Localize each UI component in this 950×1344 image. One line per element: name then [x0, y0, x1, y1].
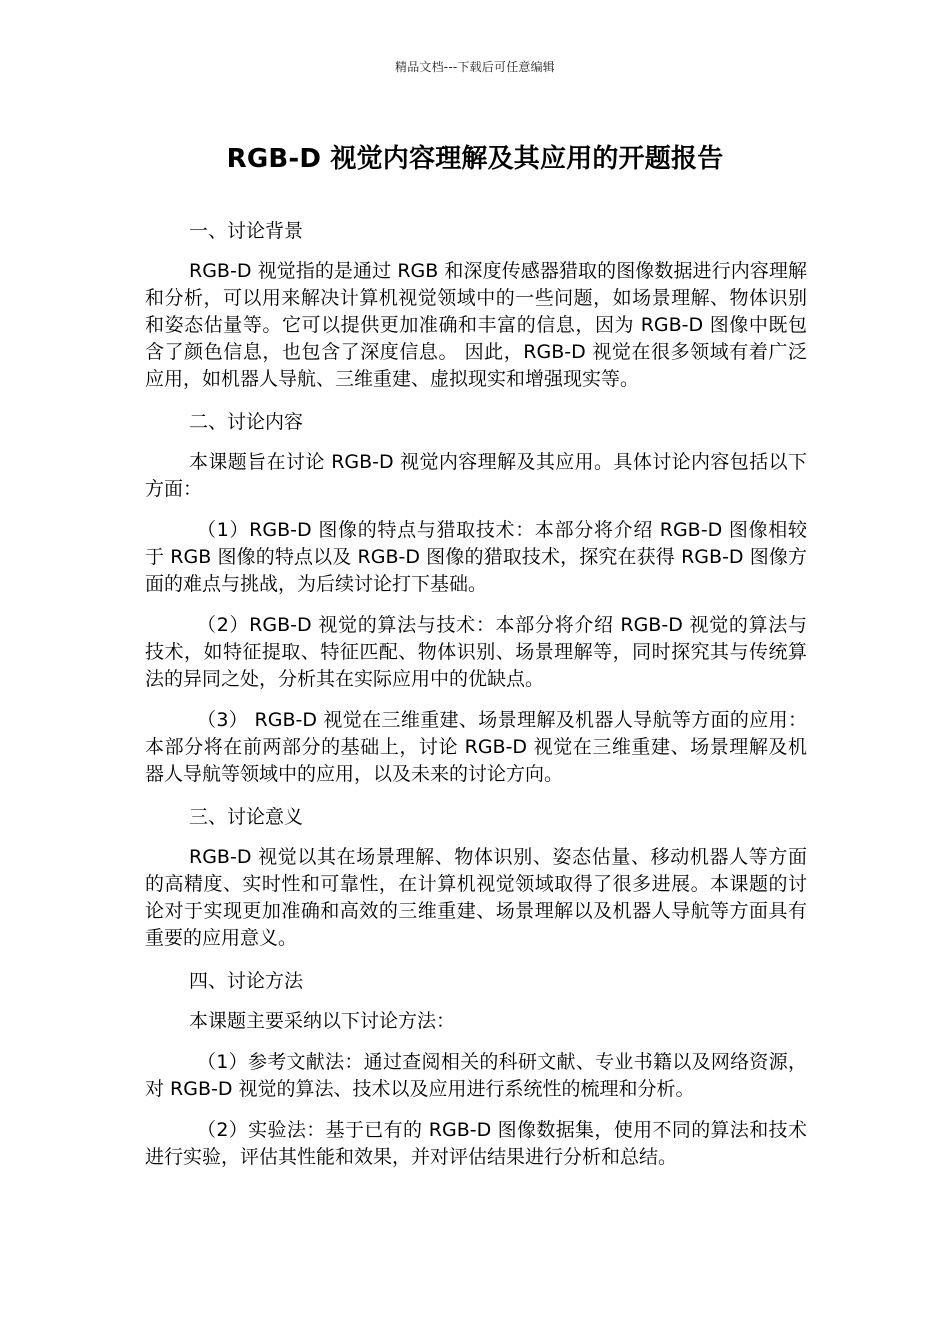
section-methods	[145, 966, 807, 1171]
section-heading: 三、讨论意义	[189, 806, 304, 828]
section-significance	[145, 802, 807, 952]
paragraph: 本课题旨在讨论 RGB-D 视觉内容理解及其应用。具体讨论内容包括以下方面：	[145, 451, 807, 500]
list-item: （3） RGB-D 视觉在三维重建、场景理解及机器人导航等方面的应用：本部分将在前两部分的基础上，讨论 RGB-D 视觉在三维重建、场景理解及机器人导航等领域中的应用，以及未来的讨论方向。	[145, 709, 807, 785]
section-heading: 一、讨论背景	[189, 220, 304, 242]
document-title: RGB-D 视觉内容理解及其应用的开题报告	[226, 144, 724, 174]
document-body	[145, 216, 807, 1185]
section-heading: 二、讨论内容	[189, 411, 304, 433]
list-item: （2）RGB-D 视觉的算法与技术：本部分将介绍 RGB-D 视觉的算法与技术，如特征提取、特征匹配、物体识别、场景理解等，同时探究其与传统算法的异同之处，分析其在实际应用中的优缺点。	[145, 614, 807, 690]
section-content	[145, 407, 807, 788]
section-background	[145, 216, 807, 393]
paragraph: 本课题主要采纳以下讨论方法：	[189, 1010, 456, 1032]
paragraph: RGB-D 视觉以其在场景理解、物体识别、姿态估量、移动机器人等方面的高精度、实时性和可靠性，在计算机视觉领域取得了很多进展。本课题的讨论对于实现更加准确和高效的三维重建、场景理解以及机器人导航等方面具有重要的应用意义。	[145, 846, 807, 949]
list-item: （1）RGB-D 图像的特点与猎取技术：本部分将介绍 RGB-D 图像相较于 RGB 图像的特点以及 RGB-D 图像的猎取技术，探究在获得 RGB-D 图像方面的难点与挑战，为后续讨论打下基础。	[145, 519, 807, 595]
paragraph: RGB-D 视觉指的是通过 RGB 和深度传感器猎取的图像数据进行内容理解和分析，可以用来解决计算机视觉领域中的一些问题，如场景理解、物体识别和姿态估量等。它可以提供更加准确和丰富的信息，因为 RGB-D 图像中既包含了颜色信息，也包含了深度信息。 因此，RGB-D 视觉在很多领域有着广泛应用，如机器人导航、三维重建、虚拟现实和增强现实等。	[145, 260, 807, 390]
list-item: （1）参考文献法：通过查阅相关的科研文献、专业书籍以及网络资源，对 RGB-D 视觉的算法、技术以及应用进行系统性的梳理和分析。	[145, 1051, 807, 1100]
list-item: （2）实验法：基于已有的 RGB-D 图像数据集，使用不同的算法和技术进行实验，评估其性能和效果，并对评估结果进行分析和总结。	[145, 1119, 807, 1168]
header-note: 精品文档---下载后可任意编辑	[395, 60, 555, 74]
section-heading: 四、讨论方法	[189, 970, 304, 992]
